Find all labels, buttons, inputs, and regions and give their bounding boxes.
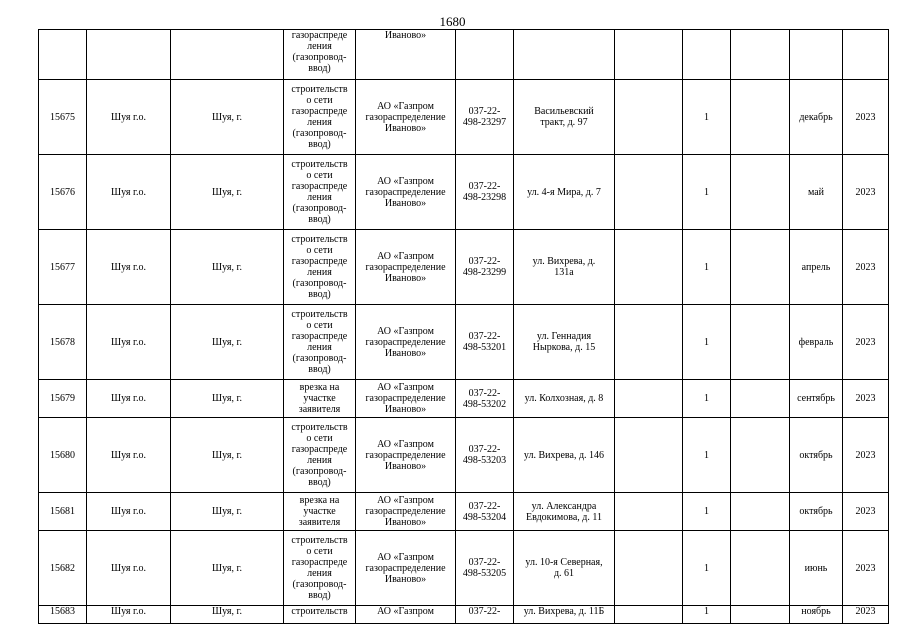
work-type-cell: врезка на участке заявителя [284, 493, 356, 531]
address-cell: Васильевский тракт, д. 97 [514, 80, 615, 155]
row-number-cell: 15682 [39, 531, 87, 606]
year-cell: 2023 [843, 531, 889, 606]
address-cell: ул. Вихрева, д. 131а [514, 230, 615, 305]
address-cell: ул. Геннадия Ныркова, д. 15 [514, 305, 615, 380]
count-cell: 1 [683, 606, 731, 624]
month-cell: ноябрь [790, 606, 843, 624]
work-type-cell: строительств о сети газораспреде ления (газопровод- ввод) [284, 155, 356, 230]
count-cell: 1 [683, 531, 731, 606]
town-cell: Шуя, г. [171, 418, 284, 493]
row-number-cell: 15681 [39, 493, 87, 531]
year-cell: 2023 [843, 230, 889, 305]
district-cell: Шуя г.о. [87, 531, 171, 606]
page-number: 1680 [439, 14, 466, 29]
year-cell: 2023 [843, 418, 889, 493]
address-cell: ул. 10-я Северная, д. 61 [514, 531, 615, 606]
empty-cell [615, 418, 683, 493]
organization-cell: Иваново» [356, 30, 456, 80]
empty-cell [731, 80, 790, 155]
town-cell: Шуя, г. [171, 230, 284, 305]
row-number-cell: 15675 [39, 80, 87, 155]
month-cell: сентябрь [790, 380, 843, 418]
table-row-partial [39, 30, 889, 80]
town-cell: Шуя, г. [171, 493, 284, 531]
empty-cell [615, 230, 683, 305]
work-type-cell: газораспреде ления (газопровод- ввод) [284, 30, 356, 80]
table-row [39, 606, 889, 624]
empty-cell [731, 418, 790, 493]
address-cell: ул. 4-я Мира, д. 7 [514, 155, 615, 230]
month-cell: февраль [790, 305, 843, 380]
month-cell: декабрь [790, 80, 843, 155]
organization-cell: АО «Газпром газораспределение Иваново» [356, 80, 456, 155]
code-cell: 037-22- 498-53201 [456, 305, 514, 380]
year-cell: 2023 [843, 80, 889, 155]
code-cell: 037-22- 498-53204 [456, 493, 514, 531]
empty-cell [615, 305, 683, 380]
address-cell: ул. Колхозная, д. 8 [514, 380, 615, 418]
empty-cell [731, 380, 790, 418]
count-cell: 1 [683, 305, 731, 380]
table-row [39, 230, 889, 305]
month-cell: май [790, 155, 843, 230]
year-cell: 2023 [843, 155, 889, 230]
empty-cell [731, 305, 790, 380]
row-number-cell: 15676 [39, 155, 87, 230]
table-row [39, 493, 889, 531]
district-cell: Шуя г.о. [87, 155, 171, 230]
organization-cell: АО «Газпром газораспределение Иваново» [356, 493, 456, 531]
town-cell: Шуя, г. [171, 380, 284, 418]
empty-cell [731, 230, 790, 305]
work-type-cell: строительств о сети газораспреде ления (газопровод- ввод) [284, 230, 356, 305]
organization-cell: АО «Газпром газораспределение Иваново» [356, 418, 456, 493]
code-cell: 037-22- 498-23298 [456, 155, 514, 230]
code-cell: 037-22- 498-53202 [456, 380, 514, 418]
code-cell: 037-22- 498-23299 [456, 230, 514, 305]
organization-cell: АО «Газпром газораспределение Иваново» [356, 531, 456, 606]
count-cell: 1 [683, 493, 731, 531]
address-cell: ул. Вихрева, д. 146 [514, 418, 615, 493]
town-cell: Шуя, г. [171, 531, 284, 606]
row-number-cell: 15683 [39, 606, 87, 624]
organization-cell: АО «Газпром газораспределение Иваново» [356, 305, 456, 380]
code-cell: 037-22- 498-53205 [456, 531, 514, 606]
empty-cell [615, 606, 683, 624]
count-cell: 1 [683, 418, 731, 493]
empty-cell [615, 155, 683, 230]
address-cell: ул. Александра Евдокимова, д. 11 [514, 493, 615, 531]
empty-cell [615, 531, 683, 606]
organization-cell: АО «Газпром газораспределение Иваново» [356, 155, 456, 230]
work-type-cell: строительств о сети газораспреде ления (газопровод- ввод) [284, 418, 356, 493]
district-cell: Шуя г.о. [87, 493, 171, 531]
table-row [39, 155, 889, 230]
district-cell: Шуя г.о. [87, 230, 171, 305]
table-row [39, 80, 889, 155]
work-type-cell: врезка на участке заявителя [284, 380, 356, 418]
table-row [39, 531, 889, 606]
code-cell: 037-22- 498-23297 [456, 80, 514, 155]
row-number-cell: 15680 [39, 418, 87, 493]
address-cell: ул. Вихрева, д. 11Б [514, 606, 615, 624]
month-cell: октябрь [790, 493, 843, 531]
code-cell: 037-22- [456, 606, 514, 624]
district-cell: Шуя г.о. [87, 80, 171, 155]
town-cell: Шуя, г. [171, 305, 284, 380]
empty-cell [731, 606, 790, 624]
count-cell: 1 [683, 155, 731, 230]
work-type-cell: строительств о сети газораспреде ления (газопровод- ввод) [284, 80, 356, 155]
month-cell: июнь [790, 531, 843, 606]
organization-cell: АО «Газпром [356, 606, 456, 624]
work-type-cell: строительств [284, 606, 356, 624]
table-row [39, 418, 889, 493]
month-cell: апрель [790, 230, 843, 305]
empty-cell [615, 380, 683, 418]
year-cell: 2023 [843, 305, 889, 380]
row-number-cell: 15679 [39, 380, 87, 418]
empty-cell [731, 531, 790, 606]
district-cell: Шуя г.о. [87, 380, 171, 418]
count-cell: 1 [683, 80, 731, 155]
table-row [39, 380, 889, 418]
empty-cell [615, 493, 683, 531]
count-cell: 1 [683, 230, 731, 305]
count-cell: 1 [683, 380, 731, 418]
table-row [39, 305, 889, 380]
code-cell: 037-22- 498-53203 [456, 418, 514, 493]
empty-cell [731, 155, 790, 230]
town-cell: Шуя, г. [171, 80, 284, 155]
district-cell: Шуя г.о. [87, 418, 171, 493]
organization-cell: АО «Газпром газораспределение Иваново» [356, 380, 456, 418]
district-cell: Шуя г.о. [87, 305, 171, 380]
data-table [38, 29, 889, 624]
year-cell: 2023 [843, 380, 889, 418]
month-cell: октябрь [790, 418, 843, 493]
work-type-cell: строительств о сети газораспреде ления (газопровод- ввод) [284, 531, 356, 606]
organization-cell: АО «Газпром газораспределение Иваново» [356, 230, 456, 305]
year-cell: 2023 [843, 606, 889, 624]
empty-cell [615, 80, 683, 155]
work-type-cell: строительств о сети газораспреде ления (газопровод- ввод) [284, 305, 356, 380]
year-cell: 2023 [843, 493, 889, 531]
row-number-cell: 15678 [39, 305, 87, 380]
row-number-cell: 15677 [39, 230, 87, 305]
town-cell: Шуя, г. [171, 155, 284, 230]
town-cell: Шуя, г. [171, 606, 284, 624]
district-cell: Шуя г.о. [87, 606, 171, 624]
empty-cell [731, 493, 790, 531]
